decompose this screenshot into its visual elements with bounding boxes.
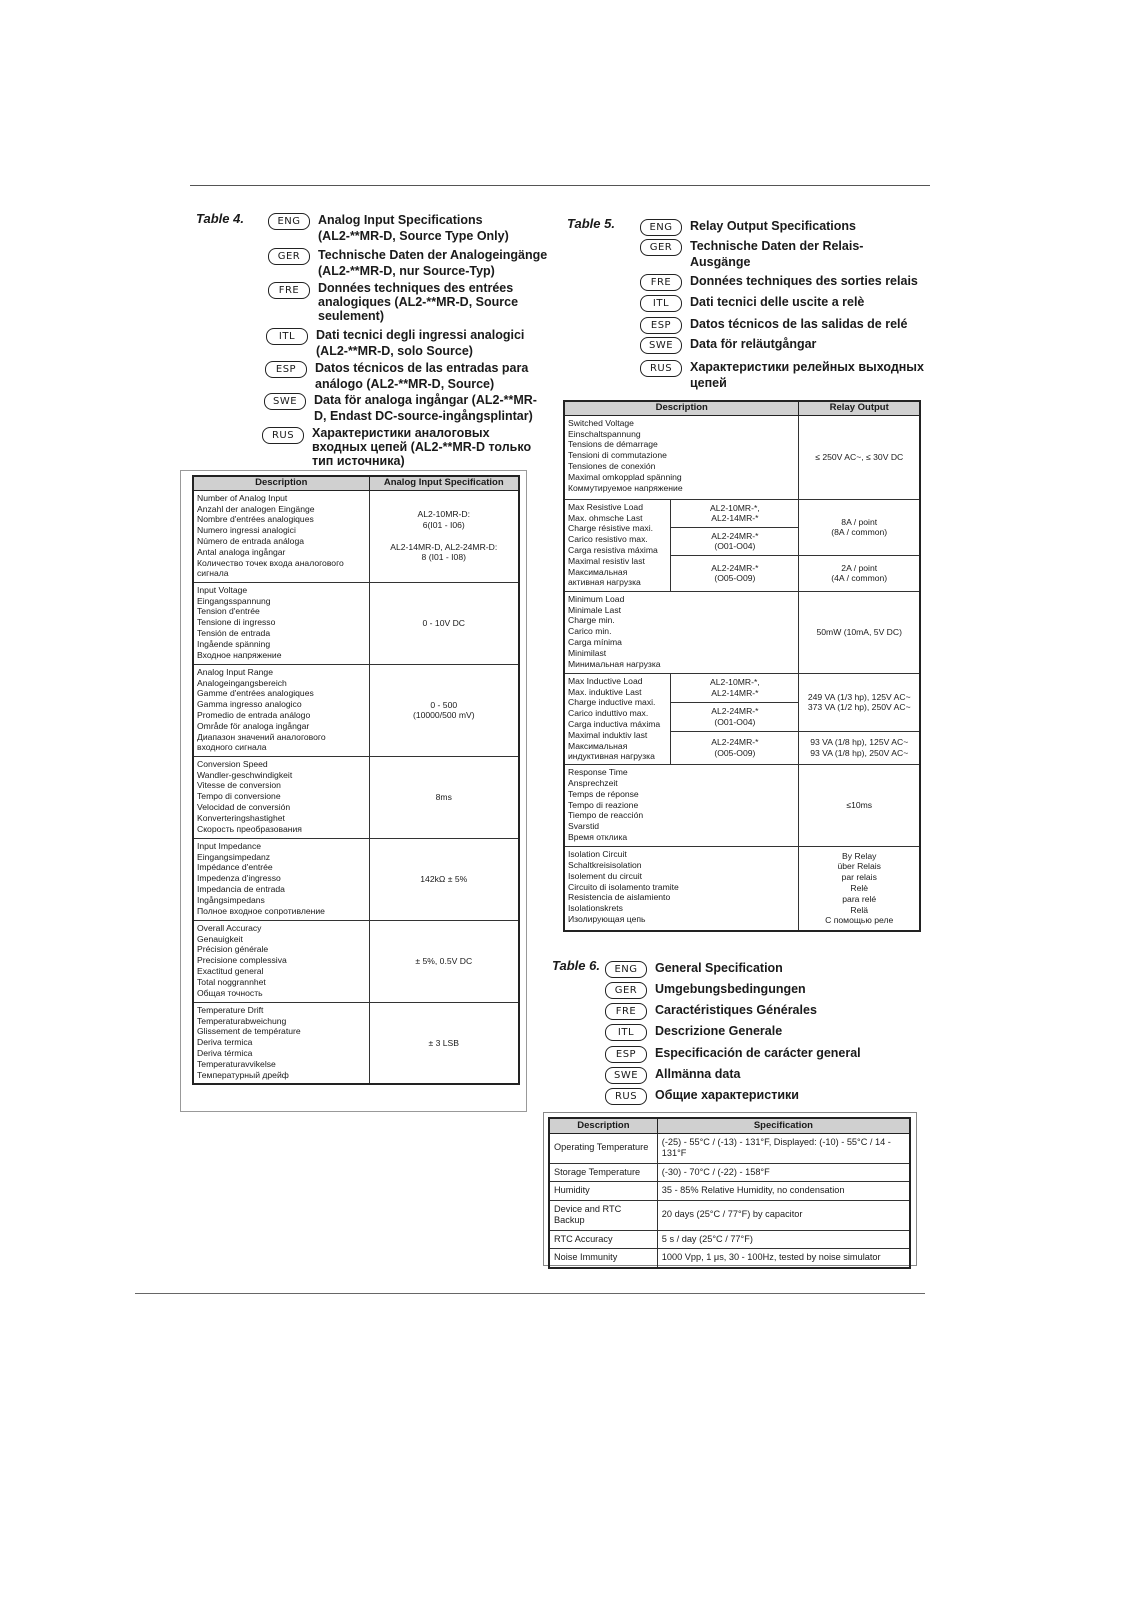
lang-badge-icon: FRE [640, 274, 682, 291]
t6-lang-rus [605, 1087, 799, 1105]
top-rule [190, 185, 930, 186]
row-description: Operating Temperature [549, 1133, 657, 1163]
row-value: 2A / point (4A / common) [799, 555, 920, 591]
row-value: ± 3 LSB [369, 1002, 519, 1084]
row-value: 8A / point (8A / common) [799, 499, 920, 555]
row-description: RTC Accuracy [549, 1230, 657, 1249]
table6-label: Table 6. [552, 958, 600, 973]
row-description: Device and RTC Backup [549, 1200, 657, 1230]
lang-badge-icon: GER [640, 239, 682, 256]
row-description: Response Time Ansprechzeit Temps de réponse Tempo di reazione Tiempo de reacción Svarstid Время отклика [564, 765, 799, 847]
relay-output-table [563, 400, 921, 932]
table-row [549, 1133, 910, 1163]
lang-badge-icon: SWE [605, 1067, 647, 1084]
table-header-row [549, 1118, 910, 1133]
row-value: AL2-10MR-D: 6(I01 - I06) AL2-14MR-D, AL2-24MR-D: 8 (I01 - I08) [369, 490, 519, 582]
lang-badge-icon: GER [268, 248, 310, 265]
lang-badge-icon: ITL [605, 1024, 647, 1041]
row-value: ≤ 250V AC~, ≤ 30V DC [799, 415, 920, 499]
table-row [549, 1163, 910, 1182]
lang-badge-icon: ESP [265, 361, 307, 378]
model-cell: AL2-10MR-*, AL2-14MR-* [671, 673, 799, 702]
t6-lang-esp [605, 1045, 861, 1063]
t5-title-ger: Technische Daten der Relais- Ausgänge [690, 239, 864, 269]
t4-title-swe: Data för analoga ingångar (AL2-**MR- D, Endast DC-source-ingångsplintar) [314, 393, 537, 423]
column-header: Analog Input Specification [369, 476, 519, 490]
t6-title-fre: Caractéristiques Générales [655, 1003, 817, 1017]
table-row [549, 1230, 910, 1249]
t6-lang-eng [605, 960, 783, 978]
table-row [564, 765, 920, 847]
row-description: Minimum Load Minimale Last Charge min. Carico min. Carga mínima Minimilast Минимальная нагрузка [564, 591, 799, 673]
t4-title-eng: Analog Input Specifications (AL2-**MR-D, Source Type Only) [318, 213, 509, 243]
row-value: (-30) - 70°C / (-22) - 158°F [657, 1163, 910, 1182]
t4-lang-swe [264, 392, 537, 424]
lang-badge-icon: ESP [605, 1046, 647, 1063]
t6-title-swe: Allmänna data [655, 1067, 741, 1081]
table-row [549, 1200, 910, 1230]
t6-lang-fre [605, 1002, 817, 1020]
t5-title-fre: Données techniques des sorties relais [690, 274, 918, 288]
table-row [564, 591, 920, 673]
row-value: 1000 Vpp, 1 μs, 30 - 100Hz, tested by noise simulator [657, 1249, 910, 1268]
column-header: Specification [657, 1118, 910, 1133]
t5-lang-fre [640, 273, 918, 291]
row-description: Input Impedance Eingangsimpedanz Impédance d'entrée Impedenza d'ingresso Impedancia de entrada Ingångsimpedans Полное входное сопротивление [193, 838, 369, 920]
t4-title-rus: Характеристики аналоговых входных цепей (AL2-**MR-D только тип источника) [312, 426, 532, 468]
general-spec-table [548, 1117, 911, 1269]
t5-lang-rus [640, 359, 924, 391]
table-row [193, 664, 519, 756]
t5-lang-esp [640, 316, 907, 334]
row-description: Conversion Speed Wandler-geschwindigkeit Vitesse de conversion Tempo di conversione Velocidad de conversión Konverteringshastighet Скорость преобразования [193, 756, 369, 838]
table-row [193, 1002, 519, 1084]
table-row [193, 920, 519, 1002]
row-value: 20 days (25°C / 77°F) by capacitor [657, 1200, 910, 1230]
lang-badge-icon: ITL [640, 295, 682, 312]
table-row [549, 1249, 910, 1268]
t6-lang-ger [605, 981, 806, 999]
lang-badge-icon: FRE [605, 1003, 647, 1020]
table4-label: Table 4. [196, 211, 244, 226]
row-value: 5 s / day (25°C / 77°F) [657, 1230, 910, 1249]
row-value: 35 - 85% Relative Humidity, no condensation [657, 1182, 910, 1201]
row-value: 50mW (10mA, 5V DC) [799, 591, 920, 673]
table-row [549, 1182, 910, 1201]
row-description: Storage Temperature [549, 1163, 657, 1182]
t5-lang-eng [640, 218, 856, 236]
t5-lang-itl [640, 294, 864, 312]
t6-title-esp: Especificación de carácter general [655, 1046, 861, 1060]
row-value: (-25) - 55°C / (-13) - 131°F, Displayed: (-10) - 55°C / 14 - 131°F [657, 1133, 910, 1163]
table-row [564, 847, 920, 931]
table-row [564, 673, 920, 702]
lang-badge-icon: ITL [266, 328, 308, 345]
row-description: Analog Input Range Analogeingangsbereich Gamme d'entrées analogiques Gamma ingresso analogico Promedio de entrada análogo Område för analoga ingångar Диапазон значений аналогового входного сигнала [193, 664, 369, 756]
column-header: Description [549, 1118, 657, 1133]
t6-title-rus: Общие характеристики [655, 1088, 799, 1102]
lang-badge-icon: ESP [640, 317, 682, 334]
table5-label: Table 5. [567, 216, 615, 231]
table-row [193, 490, 519, 582]
t6-lang-swe [605, 1066, 740, 1084]
t4-lang-ger [268, 247, 547, 279]
row-value: ≤10ms [799, 765, 920, 847]
row-description: Isolation Circuit Schaltkreisisolation Isolement du circuit Circuito di isolamento tramite Resistencia de aislamiento Isolationskrets Изолирующая цепь [564, 847, 799, 931]
row-description: Overall Accuracy Genauigkeit Précision générale Precisione complessiva Exactitud general Total noggrannhet Общая точность [193, 920, 369, 1002]
lang-badge-icon: ENG [268, 213, 310, 230]
t5-title-rus: Характеристики релейных выходных цепей [690, 360, 924, 390]
t5-title-eng: Relay Output Specifications [690, 219, 857, 233]
row-description: Max Inductive Load Max. induktive Last Charge inductive maxi. Carico induttivo max. Carga inductiva máxima Maximal induktiv last Максимальная индуктивная нагрузка [564, 673, 671, 764]
row-value: By Relay über Relais par relais Relè para relé Relä С помощью реле [799, 847, 920, 931]
model-cell: AL2-10MR-*, AL2-14MR-* [671, 499, 799, 527]
analog-input-table [192, 475, 520, 1085]
t5-title-itl: Dati tecnici delle uscite a relè [690, 295, 865, 309]
t6-lang-itl [605, 1023, 782, 1041]
table-header-row [564, 401, 920, 415]
table-row [193, 756, 519, 838]
column-header: Description [564, 401, 799, 415]
t6-title-eng: General Specification [655, 961, 783, 975]
row-value: 142kΩ ± 5% [369, 838, 519, 920]
column-header: Relay Output [799, 401, 920, 415]
t5-title-swe: Data för reläutgångar [690, 337, 817, 351]
lang-badge-icon: SWE [640, 337, 682, 354]
lang-badge-icon: RUS [262, 427, 304, 444]
column-header: Description [193, 476, 369, 490]
row-description: Input Voltage Eingangsspannung Tension d'entrée Tensione di ingresso Tensión de entrada Ingående spänning Входное напряжение [193, 582, 369, 664]
model-cell: AL2-24MR-* (O05-O09) [671, 731, 799, 764]
table-row [564, 499, 920, 527]
row-description: Noise Immunity [549, 1249, 657, 1268]
t6-title-ger: Umgebungsbedingungen [655, 982, 806, 996]
lang-badge-icon: ENG [605, 961, 647, 978]
table-header-row [193, 476, 519, 490]
t4-lang-esp [265, 360, 528, 392]
t6-title-itl: Descrizione Generale [655, 1024, 783, 1038]
lang-badge-icon: FRE [268, 282, 310, 299]
t4-title-fre: Données techniques des entrées analogiques (AL2-**MR-D, Source seulement) [318, 281, 519, 323]
lang-badge-icon: RUS [605, 1088, 647, 1105]
table-row [193, 838, 519, 920]
lang-badge-icon: GER [605, 982, 647, 999]
bottom-rule [135, 1293, 925, 1294]
row-value: 0 - 10V DC [369, 582, 519, 664]
table-row [564, 415, 920, 499]
t4-lang-rus [262, 426, 531, 468]
row-description: Switched Voltage Einschaltspannung Tensions de démarrage Tensioni di commutazione Tensiones de conexión Maximal omkopplad spänning Коммутируемое напряжение [564, 415, 799, 499]
row-value: 93 VA (1/8 hp), 125V AC~ 93 VA (1/8 hp), 250V AC~ [799, 731, 920, 764]
t5-lang-swe [640, 336, 816, 354]
t4-lang-fre [268, 281, 518, 323]
lang-badge-icon: ENG [640, 219, 682, 236]
t4-title-ger: Technische Daten der Analogeingänge (AL2-**MR-D, nur Source-Typ) [318, 248, 548, 278]
row-description: Humidity [549, 1182, 657, 1201]
row-description: Number of Analog Input Anzahl der analogen Eingänge Nombre d'entrées analogiques Numero ingressi analogici Número de entrada análoga Antal analoga ingångar Количество точек входа аналогового сигнала [193, 490, 369, 582]
row-value: 0 - 500 (10000/500 mV) [369, 664, 519, 756]
model-cell: AL2-24MR-* (O05-O09) [671, 555, 799, 591]
t4-title-esp: Datos técnicos de las entradas para análogo (AL2-**MR-D, Source) [315, 361, 529, 391]
lang-badge-icon: RUS [640, 360, 682, 377]
row-value: 8ms [369, 756, 519, 838]
t4-lang-itl [266, 327, 524, 359]
lang-badge-icon: SWE [264, 393, 306, 410]
row-value: 249 VA (1/3 hp), 125V AC~ 373 VA (1/2 hp), 250V AC~ [799, 673, 920, 731]
t5-title-esp: Datos técnicos de las salidas de relé [690, 317, 908, 331]
model-cell: AL2-24MR-* (O01-O04) [671, 527, 799, 555]
t5-lang-ger [640, 238, 863, 270]
row-value: ± 5%, 0.5V DC [369, 920, 519, 1002]
row-description: Max Resistive Load Max. ohmsche Last Charge résistive maxi. Carico resistivo max. Carga resistiva máxima Maximal resistiv last Максимальная активная нагрузка [564, 499, 671, 591]
t4-lang-eng [268, 212, 509, 244]
model-cell: AL2-24MR-* (O01-O04) [671, 702, 799, 731]
table-row [193, 582, 519, 664]
row-description: Temperature Drift Temperaturabweichung Glissement de température Deriva termica Deriva térmica Temperaturavvikelse Температурный дрейф [193, 1002, 369, 1084]
t4-title-itl: Dati tecnici degli ingressi analogici (AL2-**MR-D, solo Source) [316, 328, 525, 358]
